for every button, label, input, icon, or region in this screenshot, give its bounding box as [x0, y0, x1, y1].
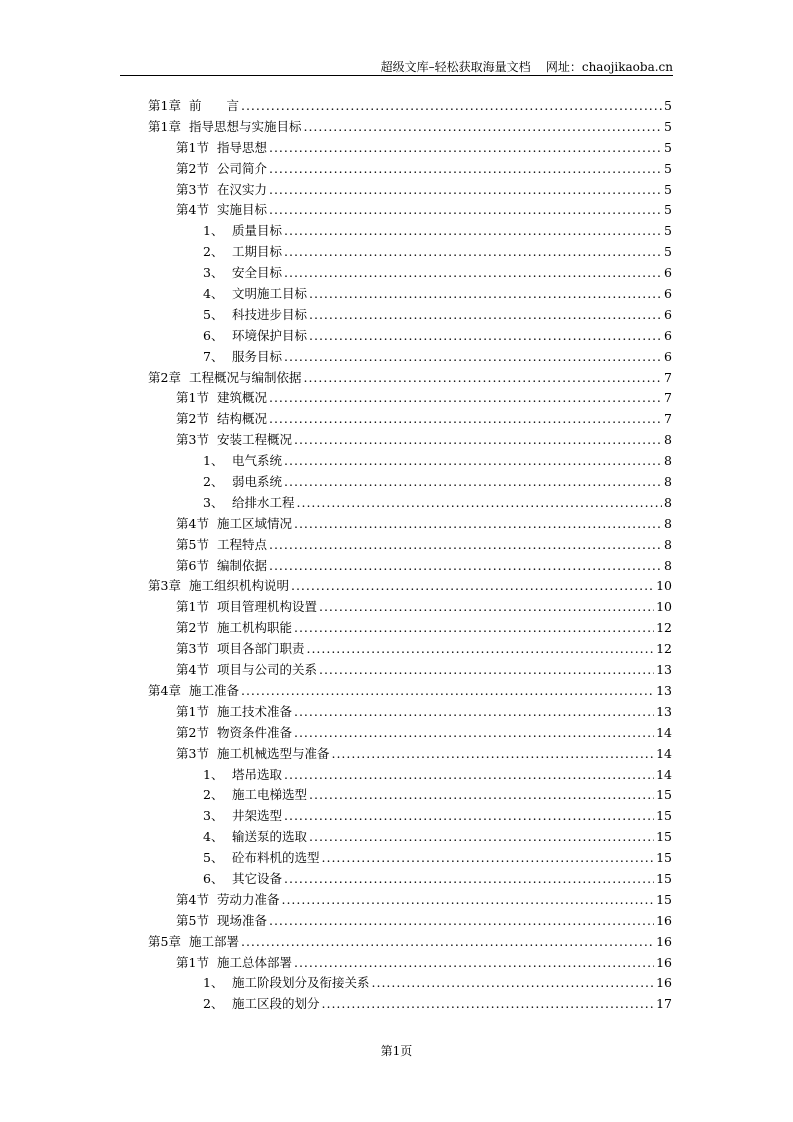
- dot-leader: [269, 159, 662, 180]
- toc-entry-number: 3、: [203, 265, 224, 281]
- toc-entry-page: 13: [656, 682, 672, 698]
- toc-entry-page: 7: [664, 411, 672, 427]
- toc-entry-number: 2、: [203, 474, 224, 490]
- toc-entry-page: 16: [656, 954, 672, 970]
- toc-entry-page: 7: [664, 390, 672, 406]
- dot-leader: [284, 765, 654, 786]
- toc-entry-page: 8: [664, 432, 672, 448]
- toc-entry-title: 物资条件准备: [216, 724, 292, 740]
- toc-entry-title: 工期目标: [232, 244, 283, 260]
- dot-leader: [294, 723, 654, 744]
- toc-entry[interactable]: [148, 347, 672, 368]
- toc-entry-number: 3、: [203, 808, 224, 824]
- toc-entry[interactable]: [148, 618, 672, 639]
- dot-leader: [269, 911, 654, 932]
- toc-entry[interactable]: [148, 242, 672, 263]
- toc-entry-number: 第2节: [176, 411, 209, 427]
- toc-entry-number: 第1章: [148, 118, 181, 134]
- toc-entry-page: 12: [656, 620, 672, 636]
- dot-leader: [281, 890, 654, 911]
- toc-entry-page: 15: [656, 850, 672, 866]
- toc-entry-title: 文明施工目标: [232, 286, 308, 302]
- dot-leader: [241, 681, 654, 702]
- toc-entry-title: 砼布料机的选型: [232, 850, 320, 866]
- toc-entry-number: 第2节: [176, 620, 209, 636]
- dot-leader: [284, 221, 662, 242]
- toc-entry-title: 输送泵的选取: [232, 829, 308, 845]
- toc-entry-page: 5: [664, 160, 672, 176]
- toc-entry-title: 劳动力准备: [216, 891, 280, 907]
- dot-leader: [297, 493, 663, 514]
- toc-entry[interactable]: [148, 765, 672, 786]
- toc-entry-page: 10: [656, 599, 672, 615]
- dot-leader: [309, 326, 662, 347]
- dot-leader: [284, 347, 662, 368]
- toc-entry-page: 6: [664, 348, 672, 364]
- toc-entry-title: 环境保护目标: [232, 327, 308, 343]
- dot-leader: [294, 514, 662, 535]
- toc-entry-title: 指导思想: [216, 139, 267, 155]
- toc-entry[interactable]: [148, 806, 672, 827]
- toc-entry[interactable]: [148, 723, 672, 744]
- toc-entry-title: 弱电系统: [232, 474, 283, 490]
- toc-entry[interactable]: [148, 368, 672, 389]
- toc-entry-title: 施工区域情况: [216, 515, 292, 531]
- toc-entry-page: 5: [664, 98, 672, 113]
- dot-leader: [372, 973, 655, 994]
- toc-entry-page: 10: [656, 578, 672, 594]
- toc-entry-page: 14: [656, 766, 672, 782]
- dot-leader: [284, 451, 662, 472]
- toc-entry-number: 第1节: [176, 139, 209, 155]
- toc-entry[interactable]: [148, 535, 672, 556]
- toc-entry[interactable]: [148, 430, 672, 451]
- dot-leader: [269, 409, 662, 430]
- dot-leader: [294, 953, 654, 974]
- dot-leader: [241, 932, 654, 953]
- toc-entry-page: 8: [664, 474, 672, 490]
- toc-entry[interactable]: [148, 660, 672, 681]
- dot-leader: [322, 848, 655, 869]
- toc-entry-page: 15: [656, 891, 672, 907]
- toc-entry-number: 第2节: [176, 724, 209, 740]
- toc-entry[interactable]: [148, 932, 672, 953]
- toc-entry[interactable]: [148, 848, 672, 869]
- toc-entry-number: 第1节: [176, 703, 209, 719]
- header-divider: [120, 75, 673, 76]
- toc-entry-title: 科技进步目标: [232, 306, 308, 322]
- dot-leader: [269, 535, 662, 556]
- toc-entry-number: 第3节: [176, 181, 209, 197]
- toc-entry-title: 建筑概况: [216, 390, 267, 406]
- toc-entry-title: 施工机械选型与准备: [216, 745, 330, 761]
- dot-leader: [306, 639, 654, 660]
- toc-entry-page: 6: [664, 306, 672, 322]
- toc-entry-title: 工程特点: [216, 536, 267, 552]
- toc-entry-number: 第6节: [176, 557, 209, 573]
- toc-entry-number: 1、: [203, 766, 224, 782]
- toc-entry-title: 施工准备: [188, 682, 239, 698]
- dot-leader: [309, 827, 654, 848]
- toc-entry-title: 井架选型: [232, 808, 283, 824]
- toc-entry-page: 5: [664, 223, 672, 239]
- toc-entry-page: 14: [656, 745, 672, 761]
- toc-entry[interactable]: [148, 451, 672, 472]
- toc-entry-title: 公司简介: [216, 160, 267, 176]
- toc-entry-page: 5: [664, 202, 672, 218]
- dot-leader: [241, 96, 662, 117]
- dot-leader: [284, 472, 662, 493]
- toc-entry[interactable]: [148, 200, 672, 221]
- toc-entry[interactable]: [148, 744, 672, 765]
- toc-entry-page: 15: [656, 808, 672, 824]
- toc-entry-number: 1、: [203, 975, 224, 991]
- toc-entry[interactable]: [148, 702, 672, 723]
- toc-entry-number: 第5节: [176, 536, 209, 552]
- toc-entry-title: 施工部署: [188, 933, 239, 949]
- toc-entry-title: 结构概况: [216, 411, 267, 427]
- toc-entry-number: 2、: [203, 787, 224, 803]
- dot-leader: [294, 702, 654, 723]
- toc-entry-page: 5: [664, 244, 672, 260]
- toc-entry-page: 6: [664, 327, 672, 343]
- toc-entry-number: 第3节: [176, 641, 209, 657]
- toc-entry-number: 第4章: [148, 682, 181, 698]
- toc-entry-number: 第1节: [176, 954, 209, 970]
- toc-entry-title: 质量目标: [232, 223, 283, 239]
- toc-entry-number: 6、: [203, 870, 224, 886]
- toc-entry-title: 施工阶段划分及衔接关系: [232, 975, 370, 991]
- dot-leader: [322, 994, 655, 1015]
- toc-entry[interactable]: [148, 994, 672, 1015]
- toc-entry[interactable]: [148, 911, 672, 932]
- toc-entry-number: 7、: [203, 348, 224, 364]
- toc-entry[interactable]: [148, 96, 672, 117]
- toc-entry-number: 第5节: [176, 912, 209, 928]
- toc-entry-page: 5: [664, 118, 672, 134]
- toc-entry-title: 施工电梯选型: [232, 787, 308, 803]
- dot-leader: [309, 785, 654, 806]
- toc-entry-page: 16: [656, 975, 672, 991]
- toc-entry-number: 第4节: [176, 662, 209, 678]
- toc-entry[interactable]: [148, 138, 672, 159]
- toc-entry-number: 第1节: [176, 390, 209, 406]
- toc-entry-number: 2、: [203, 244, 224, 260]
- toc-entry-page: 12: [656, 641, 672, 657]
- toc-entry[interactable]: [148, 597, 672, 618]
- toc-entry-title: 编制依据: [216, 557, 267, 573]
- toc-entry-title: 其它设备: [232, 870, 283, 886]
- toc-entry-title: 施工组织机构说明: [188, 578, 289, 594]
- toc-entry-title: 给排水工程: [232, 494, 295, 510]
- toc-entry-number: 1、: [203, 223, 224, 239]
- toc-entry-number: 第4节: [176, 515, 209, 531]
- toc-entry-number: 第3节: [176, 745, 209, 761]
- toc-entry-title: 工程概况与编制依据: [188, 369, 302, 385]
- toc-entry[interactable]: [148, 556, 672, 577]
- dot-leader: [331, 744, 654, 765]
- toc-entry-title: 电气系统: [232, 453, 283, 469]
- toc-entry-number: 第2章: [148, 369, 181, 385]
- toc-entry-page: 16: [656, 933, 672, 949]
- toc-entry-number: 第1节: [176, 599, 209, 615]
- toc-entry-page: 8: [664, 515, 672, 531]
- toc-entry-page: 16: [656, 912, 672, 928]
- toc-entry-number: 6、: [203, 327, 224, 343]
- dot-leader: [284, 869, 654, 890]
- toc-entry-number: 5、: [203, 306, 224, 322]
- toc-entry[interactable]: [148, 409, 672, 430]
- toc-entry-page: 15: [656, 787, 672, 803]
- toc-entry[interactable]: [148, 472, 672, 493]
- toc-entry-title: 施工机构职能: [216, 620, 292, 636]
- toc-entry-title: 服务目标: [232, 348, 283, 364]
- toc-entry-page: 17: [656, 996, 672, 1012]
- dot-leader: [319, 597, 654, 618]
- toc-entry[interactable]: [148, 785, 672, 806]
- toc-entry[interactable]: [148, 117, 672, 138]
- toc-entry-number: 2、: [203, 996, 224, 1012]
- toc-entry[interactable]: [148, 263, 672, 284]
- dot-leader: [319, 660, 654, 681]
- dot-leader: [269, 388, 662, 409]
- toc-entry-number: 第2节: [176, 160, 209, 176]
- toc-entry-title: 项目各部门职责: [216, 641, 305, 657]
- toc-entry-number: 5、: [203, 850, 224, 866]
- toc-entry[interactable]: [148, 326, 672, 347]
- toc-entry-page: 15: [656, 829, 672, 845]
- toc-entry[interactable]: [148, 514, 672, 535]
- toc-entry-title: 现场准备: [216, 912, 267, 928]
- page-header: 超级文库–轻松获取海量文档 网址：chaojikaoba.cn: [380, 60, 673, 74]
- dot-leader: [309, 305, 662, 326]
- toc-entry-number: 1、: [203, 453, 224, 469]
- toc-entry-title: 在汉实力: [216, 181, 267, 197]
- toc-entry-title: 施工技术准备: [216, 703, 292, 719]
- toc-entry-title: 塔吊选取: [232, 766, 283, 782]
- toc-entry-number: 第5章: [148, 933, 181, 949]
- dot-leader: [284, 242, 662, 263]
- toc-entry[interactable]: [148, 576, 672, 597]
- toc-entry-number: 第1章: [148, 98, 181, 113]
- toc-entry[interactable]: [148, 973, 672, 994]
- toc-entry-page: 6: [664, 265, 672, 281]
- toc-entry[interactable]: [148, 493, 672, 514]
- dot-leader: [294, 618, 654, 639]
- dot-leader: [291, 576, 654, 597]
- toc-entry[interactable]: [148, 639, 672, 660]
- toc-entry-title: 实施目标: [216, 202, 267, 218]
- toc-entry[interactable]: [148, 305, 672, 326]
- toc-entry-page: 8: [664, 557, 672, 573]
- dot-leader: [269, 180, 662, 201]
- toc-entry-page: 8: [664, 494, 672, 510]
- dot-leader: [269, 556, 662, 577]
- dot-leader: [284, 263, 662, 284]
- toc-entry-page: 7: [664, 369, 672, 385]
- toc-entry-title: 安装工程概况: [216, 432, 292, 448]
- toc-entry-number: 第4节: [176, 202, 209, 218]
- toc-entry-title: 安全目标: [232, 265, 283, 281]
- toc-entry-number: 4、: [203, 286, 224, 302]
- toc-entry[interactable]: [148, 890, 672, 911]
- dot-leader: [269, 138, 662, 159]
- toc-entry-page: 13: [656, 662, 672, 678]
- toc-entry-page: 14: [656, 724, 672, 740]
- dot-leader: [309, 284, 662, 305]
- toc-entry[interactable]: [148, 159, 672, 180]
- dot-leader: [303, 368, 662, 389]
- page-number: 第1页: [380, 1044, 413, 1058]
- toc-entry[interactable]: [148, 221, 672, 242]
- toc-entry-title: 指导思想与实施目标: [188, 118, 302, 134]
- toc-entry-title: 施工区段的划分: [232, 996, 320, 1012]
- toc-entry-page: 15: [656, 870, 672, 886]
- toc-entry-number: 3、: [203, 494, 224, 510]
- toc-entry[interactable]: [148, 869, 672, 890]
- dot-leader: [269, 200, 662, 221]
- toc-entry-number: 第3节: [176, 432, 209, 448]
- toc-entry-number: 第3章: [148, 578, 181, 594]
- toc-entry-page: 5: [664, 139, 672, 155]
- toc-entry-number: 第4节: [176, 891, 209, 907]
- toc-entry[interactable]: [148, 180, 672, 201]
- toc-entry-page: 13: [656, 703, 672, 719]
- toc-entry-page: 8: [664, 536, 672, 552]
- toc-entry[interactable]: [148, 953, 672, 974]
- toc-entry-page: 5: [664, 181, 672, 197]
- toc-entry-title: 项目管理机构设置: [216, 599, 317, 615]
- toc-entry-title: 施工总体部署: [216, 954, 292, 970]
- toc-entry-title: 项目与公司的关系: [216, 662, 317, 678]
- dot-leader: [303, 117, 662, 138]
- toc-entry[interactable]: [148, 681, 672, 702]
- toc-entry[interactable]: [148, 284, 672, 305]
- toc-entry[interactable]: [148, 388, 672, 409]
- dot-leader: [294, 430, 662, 451]
- toc-entry-title: 前 言: [188, 98, 239, 113]
- table-of-contents: [148, 96, 672, 1015]
- toc-entry-page: 8: [664, 453, 672, 469]
- toc-entry[interactable]: [148, 827, 672, 848]
- toc-entry-number: 4、: [203, 829, 224, 845]
- dot-leader: [284, 806, 654, 827]
- toc-entry-page: 6: [664, 286, 672, 302]
